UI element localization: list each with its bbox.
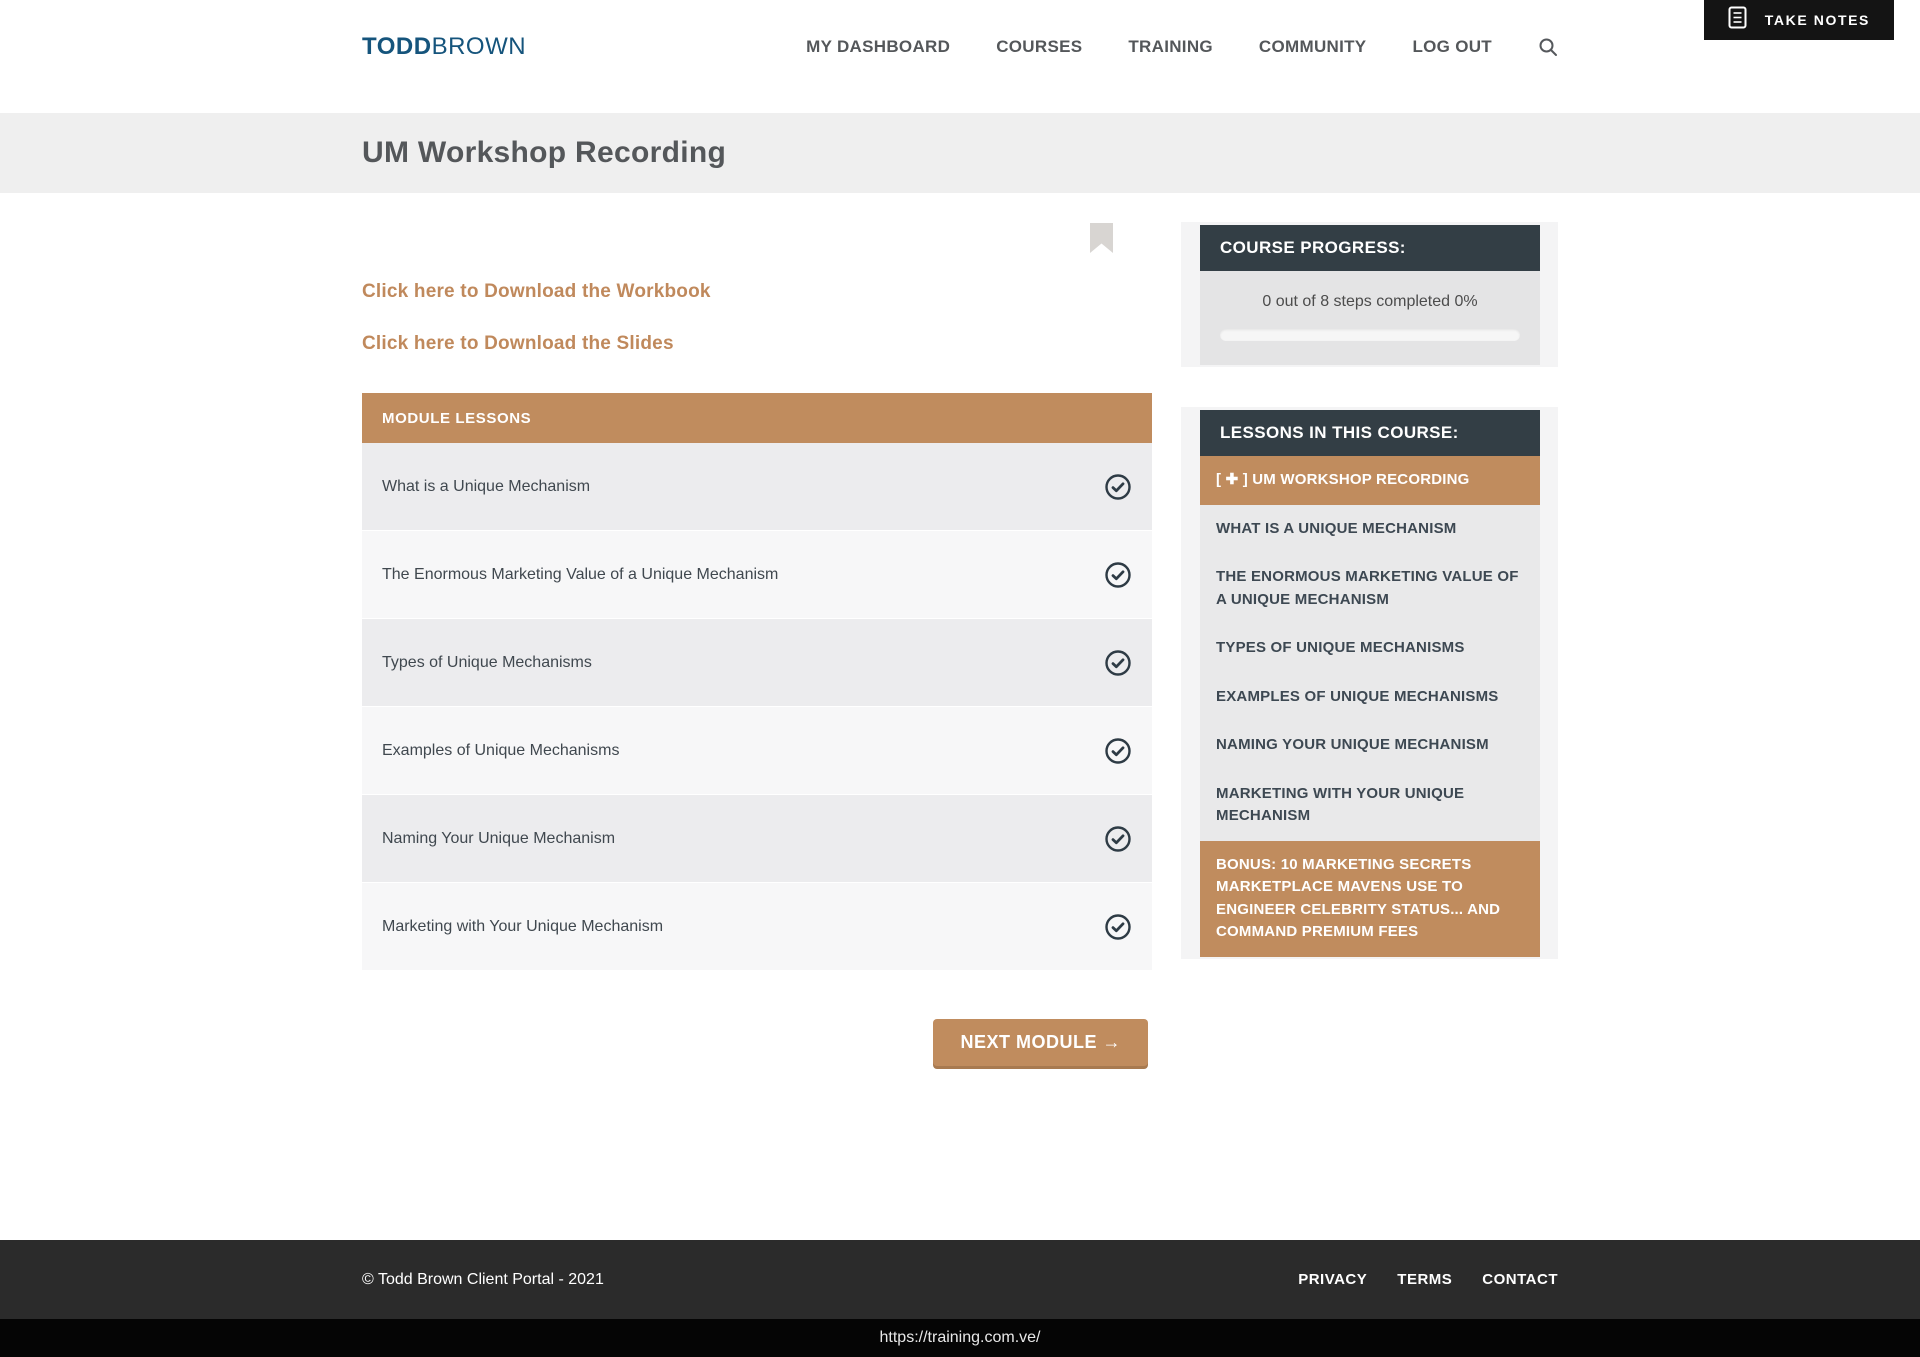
lessons-panel: [1181, 407, 1558, 959]
lesson-row[interactable]: [362, 619, 1152, 707]
lesson-row[interactable]: [362, 707, 1152, 795]
sidebar-lesson-types-of-unique-mechanisms[interactable]: TYPES OF UNIQUE MECHANISMS: [1216, 639, 1465, 656]
lesson-row-label: What is a Unique Mechanism: [382, 477, 591, 495]
site-footer: [0, 1240, 1920, 1319]
download-slides-link[interactable]: Click here to Download the Slides: [362, 333, 674, 354]
course-progress-status: 0 out of 8 steps completed 0%: [1262, 293, 1478, 310]
bookmark-icon[interactable]: [1090, 223, 1113, 253]
lesson-row[interactable]: [362, 795, 1152, 883]
sidebar-lesson-what-is-a-unique-mechanism[interactable]: WHAT IS A UNIQUE MECHANISM: [1216, 519, 1457, 537]
search-icon[interactable]: [1538, 37, 1558, 57]
copyright-text: © Todd Brown Client Portal - 2021: [362, 1270, 604, 1288]
sidebar-lesson-um-workshop-recording[interactable]: [ ✚ ] UM WORKSHOP RECORDING: [1200, 456, 1540, 505]
logo-light-text: BROWN: [431, 32, 527, 60]
lesson-row-label: Examples of Unique Mechanisms: [382, 741, 620, 759]
course-progress-title: COURSE PROGRESS:: [1200, 225, 1540, 271]
next-module-button[interactable]: NEXT MODULE →: [933, 1019, 1148, 1066]
progress-bar: [1220, 329, 1520, 341]
footer-link-contact[interactable]: CONTACT: [1482, 1271, 1558, 1288]
take-notes-label: TAKE NOTES: [1764, 12, 1870, 28]
module-lessons-table: [362, 393, 1152, 971]
lesson-row[interactable]: [362, 443, 1152, 531]
status-url: https://training.com.ve/: [879, 1329, 1041, 1346]
main-nav: [806, 37, 1558, 57]
sidebar: [1181, 193, 1558, 1066]
page-title-band: [0, 113, 1920, 193]
sidebar-lesson-bonus-10-marketing-secrets[interactable]: BONUS: 10 MARKETING SECRETS MARKETPLACE MAVENS USE TO ENGINEER CELEBRITY STATUS... AND COMMAND PREMIUM FEES: [1200, 841, 1540, 957]
module-lessons-header: MODULE LESSONS: [362, 393, 1152, 443]
course-progress-panel: [1181, 222, 1558, 367]
check-circle-icon[interactable]: [1104, 561, 1132, 589]
download-workbook-link[interactable]: Click here to Download the Workbook: [362, 281, 711, 302]
nav-item-log-out[interactable]: LOG OUT: [1412, 36, 1492, 56]
lesson-row-label: Types of Unique Mechanisms: [382, 653, 592, 671]
content-area: [362, 193, 1558, 1066]
lesson-row[interactable]: [362, 883, 1152, 971]
check-circle-icon[interactable]: [1104, 649, 1132, 677]
lesson-row-label: Marketing with Your Unique Mechanism: [382, 917, 664, 935]
footer-link-privacy[interactable]: PRIVACY: [1298, 1271, 1368, 1288]
main-column: [362, 193, 1152, 1066]
sidebar-lesson-enormous-marketing-value[interactable]: THE ENORMOUS MARKETING VALUE OF A UNIQUE MECHANISM: [1216, 568, 1519, 608]
nav-item-courses[interactable]: COURSES: [996, 36, 1083, 56]
check-circle-icon[interactable]: [1104, 913, 1132, 941]
page-title: UM Workshop Recording: [362, 136, 727, 169]
nav-item-my-dashboard[interactable]: MY DASHBOARD: [806, 36, 951, 56]
nav-item-training[interactable]: TRAINING: [1128, 36, 1213, 56]
lesson-row[interactable]: [362, 531, 1152, 619]
notepad-icon: [1728, 6, 1747, 34]
footer-link-terms[interactable]: TERMS: [1397, 1271, 1453, 1288]
browser-status-bar: [0, 1319, 1920, 1357]
sidebar-lesson-naming-your-unique-mechanism[interactable]: NAMING YOUR UNIQUE MECHANISM: [1216, 736, 1489, 753]
take-notes-button[interactable]: [1704, 0, 1894, 40]
lesson-row-label: Naming Your Unique Mechanism: [382, 829, 616, 847]
logo-bold-text: TODD: [362, 32, 432, 60]
nav-item-community[interactable]: COMMUNITY: [1258, 36, 1367, 56]
check-circle-icon[interactable]: [1104, 825, 1132, 853]
logo[interactable]: [362, 33, 526, 61]
lessons-panel-title: LESSONS IN THIS COURSE:: [1200, 410, 1540, 456]
site-header: [0, 0, 1920, 113]
sidebar-lesson-marketing-with-your-unique-mechanism[interactable]: MARKETING WITH YOUR UNIQUE MECHANISM: [1216, 784, 1465, 824]
check-circle-icon[interactable]: [1104, 473, 1132, 501]
lesson-row-label: The Enormous Marketing Value of a Unique Mechanism: [382, 565, 779, 583]
check-circle-icon[interactable]: [1104, 737, 1132, 765]
sidebar-lesson-examples-of-unique-mechanisms[interactable]: EXAMPLES OF UNIQUE MECHANISMS: [1216, 687, 1499, 705]
